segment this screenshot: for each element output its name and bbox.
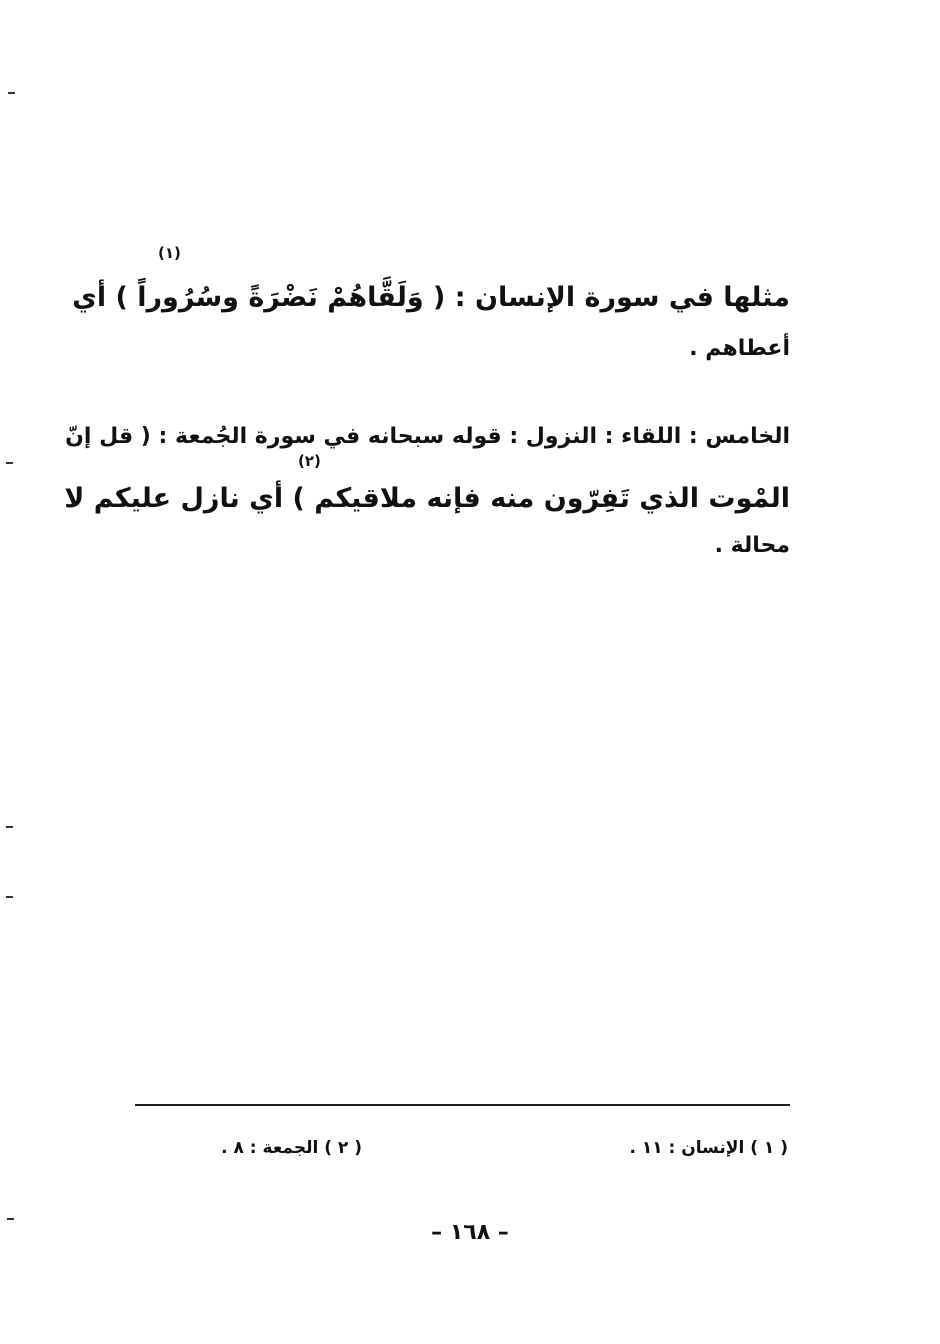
scan-speck bbox=[8, 92, 15, 94]
paragraph-2-line-2: المْوت الذي تَفِرّون منه فإنه ملاقيكم ) أي نازل عليكم لا bbox=[64, 483, 790, 514]
scan-speck bbox=[6, 896, 13, 898]
paragraph-2-line-3: محالة . bbox=[714, 533, 790, 558]
page-number: – ١٦٨ – bbox=[431, 1220, 509, 1245]
paragraph-1-line-2: أعطاهم . bbox=[689, 336, 790, 361]
footnote-2: ( ٢ ) الجمعة : ٨ . bbox=[221, 1138, 362, 1158]
footnote-marker-1: (١) bbox=[158, 244, 181, 262]
scan-speck bbox=[6, 826, 13, 828]
paragraph-2-line-1: الخامس : اللقاء : النزول : قوله سبحانه في سورة الجُمعة : ( قل إنّ bbox=[65, 424, 790, 449]
footnote-marker-2: (٢) bbox=[298, 452, 321, 470]
scan-speck bbox=[7, 1218, 14, 1220]
scan-speck bbox=[6, 462, 13, 464]
footnote-separator bbox=[135, 1104, 790, 1106]
paragraph-1-line-1: مثلها في سورة الإنسان : ( وَلَقَّاهُمْ نَضْرَةً وسُرُوراً ) أي bbox=[72, 282, 790, 313]
footnote-1: ( ١ ) الإنسان : ١١ . bbox=[629, 1138, 788, 1158]
